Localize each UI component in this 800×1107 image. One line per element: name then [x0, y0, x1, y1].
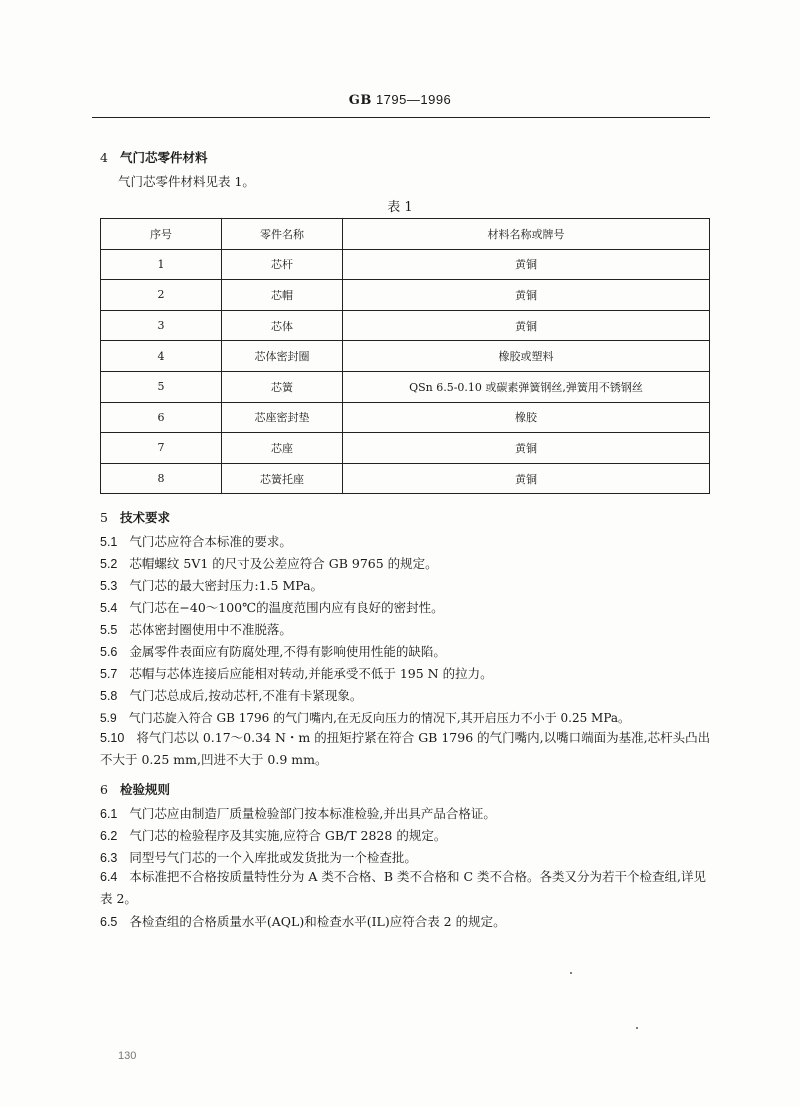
clause: 5.8 气门芯总成后,按动芯杆,不准有卡紧现象。 — [100, 688, 363, 703]
cell-no: 1 — [101, 249, 222, 280]
running-header — [0, 92, 800, 108]
clause: 5.6 金属零件表面应有防腐处理,不得有影响使用性能的缺陷。 — [100, 644, 446, 659]
cell-no: 2 — [101, 280, 222, 311]
clause: 5.5 芯体密封圈使用中不准脱落。 — [100, 622, 292, 637]
cell-no: 3 — [101, 310, 222, 341]
section-5-heading: 5 技术要求 — [100, 510, 170, 525]
cell-material: 橡胶 — [343, 402, 710, 433]
cell-part: 芯座密封垫 — [222, 402, 343, 433]
table-header-row — [101, 219, 710, 250]
cell-part: 芯杆 — [222, 249, 343, 280]
clause: 6.5 各检查组的合格质量水平(AQL)和检查水平(IL)应符合表 2 的规定。 — [100, 914, 506, 929]
table-row — [101, 341, 710, 372]
clause: 6.4 本标准把不合格按质量特性分为 A 类不合格、B 类不合格和 C 类不合格。各类又分为若干个检查组,详见表 2。 — [100, 869, 707, 906]
cell-no: 6 — [101, 402, 222, 433]
cell-no: 8 — [101, 463, 222, 494]
clause: 5.3 气门芯的最大密封压力:1.5 MPa。 — [100, 578, 324, 593]
section-6-heading: 6 检验规则 — [100, 782, 170, 797]
clause: 5.4 气门芯在−40～100℃的温度范围内应有良好的密封性。 — [100, 600, 444, 615]
col-header-part: 零件名称 — [222, 219, 343, 250]
table-row — [101, 249, 710, 280]
cell-part: 芯座 — [222, 433, 343, 464]
cell-material: 黄铜 — [343, 433, 710, 464]
cell-part: 芯体 — [222, 310, 343, 341]
table-row — [101, 402, 710, 433]
materials-table — [100, 218, 710, 494]
table-row — [101, 371, 710, 402]
table-1-caption: 表 1 — [387, 200, 413, 215]
clause: 5.7 芯帽与芯体连接后应能相对转动,并能承受不低于 195 N 的拉力。 — [100, 666, 493, 681]
clause: 6.3 同型号气门芯的一个入库批或发货批为一个检查批。 — [100, 850, 417, 865]
cell-part: 芯簧托座 — [222, 463, 343, 494]
clause: 6.2 气门芯的检验程序及其实施,应符合 GB/T 2828 的规定。 — [100, 828, 447, 843]
scan-speck — [636, 1027, 638, 1029]
header-prefix: GB — [348, 93, 372, 108]
page-number: 130 — [118, 1050, 137, 1062]
clause: 5.1 气门芯应符合本标准的要求。 — [100, 534, 292, 549]
cell-material: 橡胶或塑料 — [343, 341, 710, 372]
table-row — [101, 433, 710, 464]
clause: 5.10 将气门芯以 0.17～0.34 N・m 的扭矩拧紧在符合 GB 1796 的气门嘴内,以嘴口端面为基准,芯杆头凸出不大于 0.25 mm,凹进不大于 0.9 mm。 — [100, 730, 711, 767]
cell-no: 7 — [101, 433, 222, 464]
clause: 5.2 芯帽螺纹 5V1 的尺寸及公差应符合 GB 9765 的规定。 — [100, 556, 438, 571]
col-header-material: 材料名称或牌号 — [343, 219, 710, 250]
scan-speck — [570, 972, 572, 974]
section-4-intro: 气门芯零件材料见表 1。 — [118, 174, 255, 189]
section-4-heading: 4 气门芯零件材料 — [100, 150, 208, 165]
header-code: 1795—1996 — [375, 92, 452, 107]
cell-no: 4 — [101, 341, 222, 372]
table-row — [101, 463, 710, 494]
cell-part: 芯帽 — [222, 280, 343, 311]
cell-material: 黄铜 — [343, 310, 710, 341]
cell-material: 黄铜 — [343, 280, 710, 311]
header-rule — [92, 117, 710, 118]
cell-no: 5 — [101, 371, 222, 402]
table-row — [101, 280, 710, 311]
cell-material: 黄铜 — [343, 249, 710, 280]
clause: 6.1 气门芯应由制造厂质量检验部门按本标准检验,并出具产品合格证。 — [100, 806, 496, 821]
col-header-no: 序号 — [101, 219, 222, 250]
cell-material: 黄铜 — [343, 463, 710, 494]
cell-part: 芯簧 — [222, 371, 343, 402]
clause: 5.9 气门芯旋入符合 GB 1796 的气门嘴内,在无反向压力的情况下,其开启压力不小于 0.25 MPa。 — [100, 711, 631, 725]
table-row — [101, 310, 710, 341]
cell-material: QSn 6.5-0.10 或碳素弹簧钢丝,弹簧用不锈钢丝 — [343, 371, 710, 402]
cell-part: 芯体密封圈 — [222, 341, 343, 372]
